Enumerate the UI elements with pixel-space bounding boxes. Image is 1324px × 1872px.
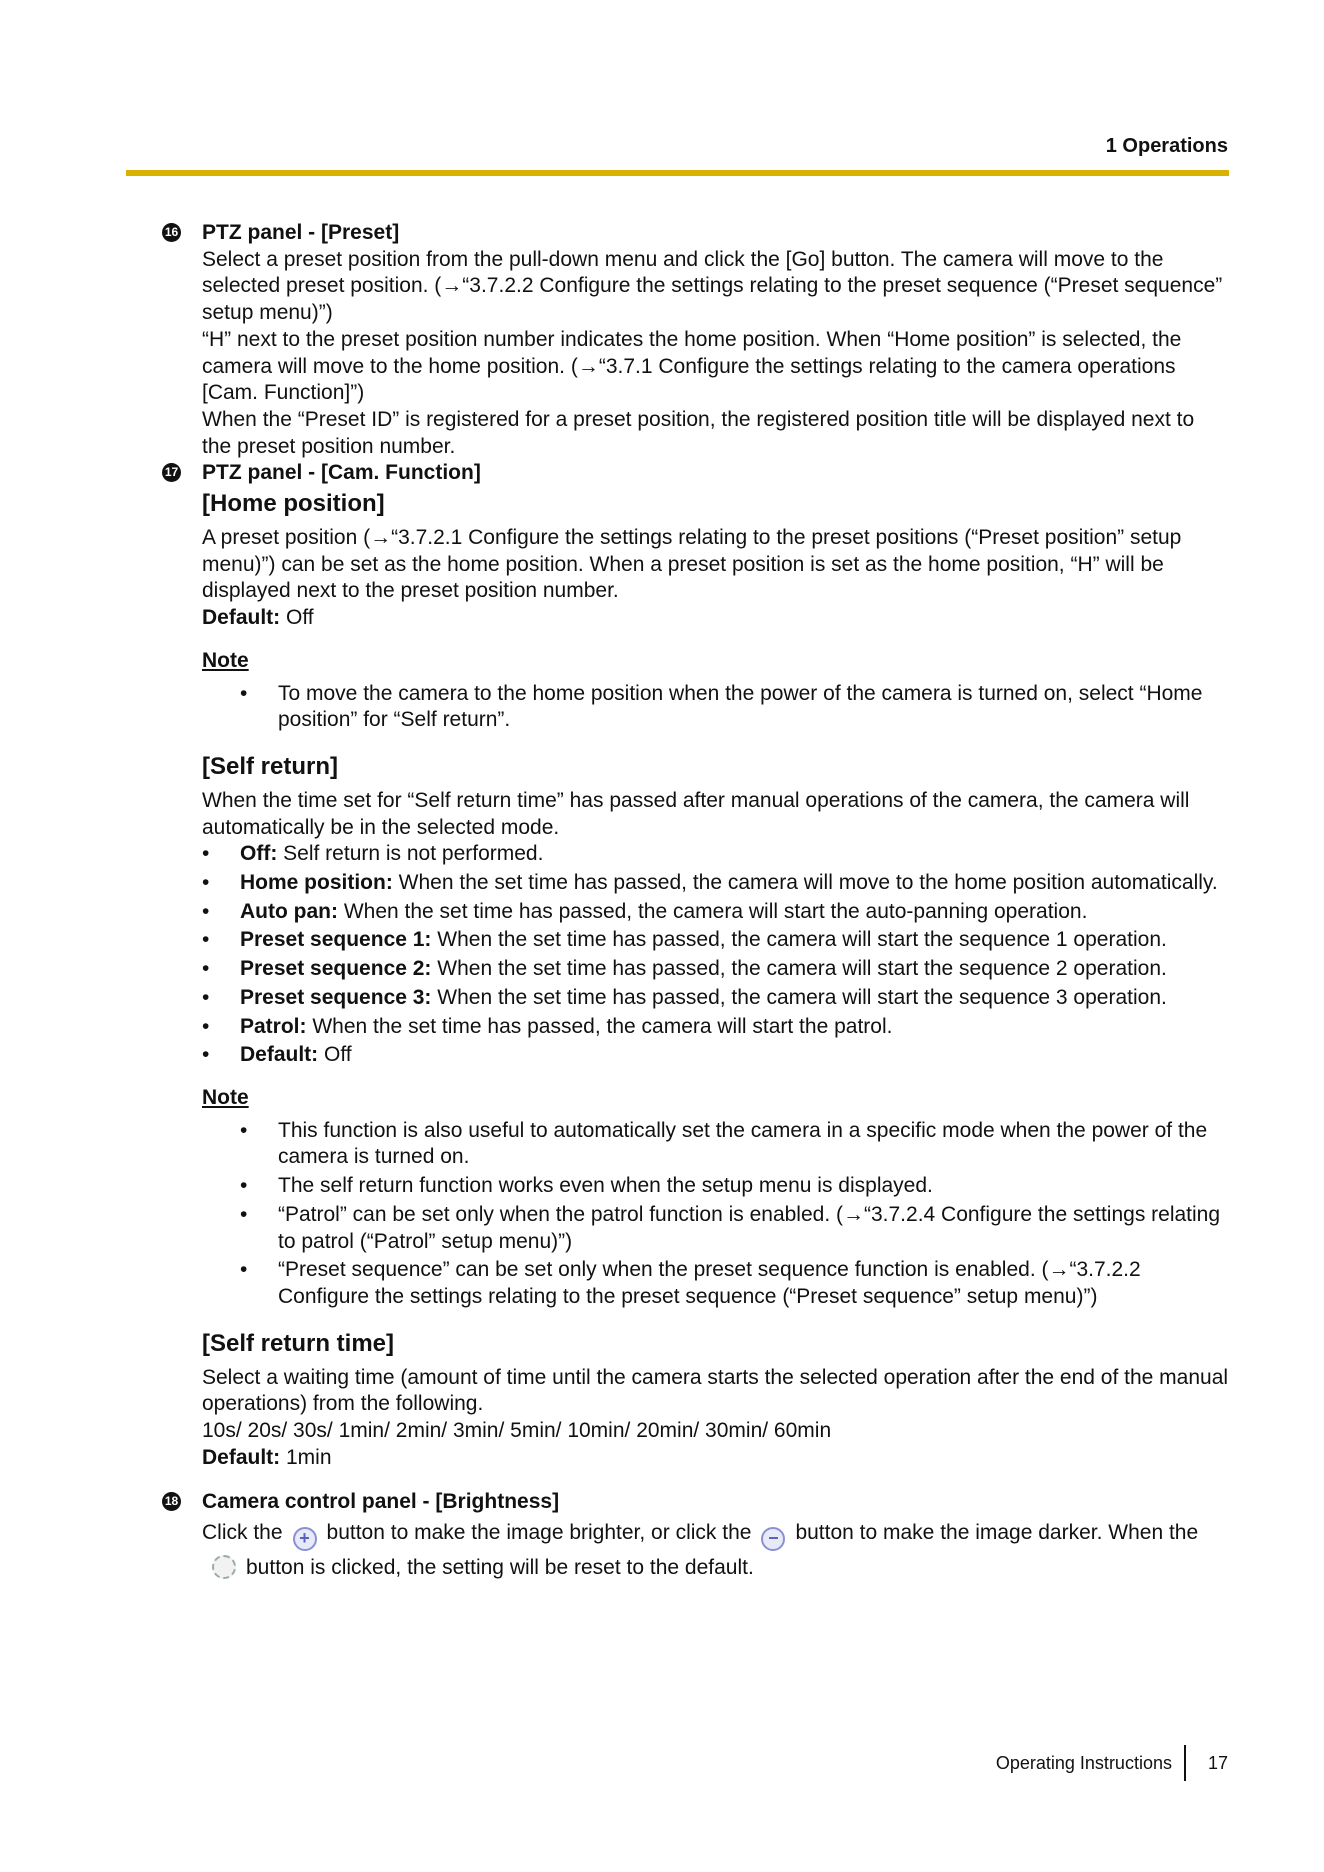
text-run: button to make the image brighter, or click the bbox=[326, 1521, 752, 1545]
option-text: Off bbox=[318, 1043, 352, 1067]
self-return-time-options: 10s/ 20s/ 30s/ 1min/ 2min/ 3min/ 5min/ 10min/ 20min/ 30min/ 60min bbox=[202, 1419, 832, 1443]
option-label: Home position: bbox=[240, 871, 393, 895]
option-label: Preset sequence 3: bbox=[240, 985, 432, 1009]
text-run: Click the bbox=[202, 1521, 283, 1545]
list-item bbox=[202, 956, 1229, 983]
item-number-17: 17 bbox=[162, 463, 181, 482]
list-item bbox=[202, 870, 1229, 897]
text-run: button is clicked, the setting will be reset to the default. bbox=[246, 1556, 754, 1580]
option-text: Self return is not performed. bbox=[277, 842, 544, 866]
list-item bbox=[202, 1042, 1229, 1069]
option-text: When the set time has passed, the camera will move to the home position automatically. bbox=[392, 871, 1218, 895]
note-item: • To move the camera to the home position when the power of the camera is turned on, select “Home position” for “Self return”. bbox=[240, 681, 1229, 734]
list-item bbox=[202, 1014, 1229, 1041]
self-return-notes bbox=[202, 1118, 1229, 1311]
note-item: • “Patrol” can be set only when the patrol function is enabled. (→“3.7.2.4 Configure the settings relating to patrol (“Patrol” setup menu)”) bbox=[240, 1202, 1229, 1255]
footer-doc-title: Operating Instructions bbox=[995, 1752, 1172, 1773]
section-18 bbox=[162, 1489, 1229, 1585]
self-return-options bbox=[202, 841, 1229, 1069]
option-label: Default: bbox=[240, 1043, 319, 1067]
default-label: Default: bbox=[202, 1445, 281, 1469]
list-item bbox=[202, 927, 1229, 954]
self-return-heading: [Self return] bbox=[202, 752, 339, 780]
default-value: 1min bbox=[280, 1445, 332, 1469]
option-text: When the set time has passed, the camera will start the sequence 3 operation. bbox=[431, 985, 1167, 1009]
section-16-para-3: When the “Preset ID” is registered for a preset position, the registered position title will be displayed next to the preset position number. bbox=[202, 407, 1195, 458]
section-16-para-2: “H” next to the preset position number indicates the home position. When “Home position” is selected, the camera will move to the home position. (→“3.7.1 Configure the settings relating to the camera operations [Cam. Function]”) bbox=[202, 327, 1182, 405]
section-18-title: Camera control panel - [Brightness] bbox=[202, 1490, 560, 1514]
note-item: • “Preset sequence” can be set only when the preset sequence function is enabled. (→“3.7.2.2 Configure the settings relating to the preset sequence (“Preset sequence” setup menu)”) bbox=[240, 1257, 1229, 1310]
option-label: Preset sequence 1: bbox=[240, 928, 432, 952]
note-item: • The self return function works even when the setup menu is displayed. bbox=[240, 1173, 1229, 1200]
item-number-16: 16 bbox=[162, 223, 181, 242]
section-header: 1 Operations bbox=[1105, 135, 1228, 157]
home-position-default bbox=[202, 605, 1229, 632]
footer-divider bbox=[1184, 1745, 1186, 1781]
option-text: When the set time has passed, the camera will start the sequence 2 operation. bbox=[431, 957, 1167, 981]
home-position-heading: [Home position] bbox=[202, 490, 385, 518]
note-title: Note bbox=[202, 648, 249, 672]
option-label: Preset sequence 2: bbox=[240, 957, 432, 981]
option-text: When the set time has passed, the camera will start the sequence 1 operation. bbox=[431, 928, 1167, 952]
section-17 bbox=[162, 460, 1229, 1471]
content bbox=[162, 220, 1229, 1585]
home-position-para: A preset position (→“3.7.2.1 Configure the settings relating to the preset positions (“Preset position” setup menu)”) can be set as the home position. When a preset position is set as the home position, “H” will be displayed next to the preset position number. bbox=[202, 526, 1182, 603]
note-item: • This function is also useful to automatically set the camera in a specific mode when the power of the camera is turned on. bbox=[240, 1118, 1229, 1171]
text-run: button to make the image darker. When the bbox=[795, 1521, 1199, 1545]
self-return-time-default bbox=[202, 1445, 1229, 1472]
minus-circle-icon: − bbox=[761, 1527, 785, 1551]
list-item bbox=[202, 899, 1229, 926]
list-item bbox=[202, 841, 1229, 868]
default-label: Default: bbox=[202, 606, 281, 630]
self-return-para: When the time set for “Self return time” has passed after manual operations of the camera, the camera will automatically be in the selected mode. bbox=[202, 788, 1190, 839]
section-16-para-1: Select a preset position from the pull-down menu and click the [Go] button. The camera will move to the selected preset position. (→“3.7.2.2 Configure the settings relating to the preset sequence (“Preset sequence” setup menu)”) bbox=[202, 247, 1223, 325]
option-text: When the set time has passed, the camera will start the patrol. bbox=[306, 1014, 893, 1038]
page-footer bbox=[996, 1745, 1228, 1781]
reset-circle-icon bbox=[212, 1555, 236, 1579]
plus-circle-icon: + bbox=[293, 1527, 317, 1551]
option-label: Patrol: bbox=[240, 1014, 307, 1038]
section-16 bbox=[162, 220, 1229, 460]
option-label: Off: bbox=[240, 842, 278, 866]
item-number-18: 18 bbox=[162, 1492, 181, 1511]
self-return-time-heading: [Self return time] bbox=[202, 1329, 395, 1357]
page-number: 17 bbox=[1207, 1752, 1228, 1773]
default-value: Off bbox=[280, 606, 314, 630]
section-16-title: PTZ panel - [Preset] bbox=[202, 221, 400, 244]
home-position-notes bbox=[202, 681, 1229, 734]
brightness-para bbox=[202, 1516, 1229, 1585]
section-17-title: PTZ panel - [Cam. Function] bbox=[202, 461, 481, 485]
note-title: Note bbox=[202, 1085, 249, 1109]
list-item bbox=[202, 985, 1229, 1012]
self-return-time-para: Select a waiting time (amount of time until the camera starts the selected operation after the end of the manual operations) from the following. bbox=[202, 1365, 1229, 1416]
option-label: Auto pan: bbox=[240, 899, 338, 923]
option-text: When the set time has passed, the camera will start the auto-panning operation. bbox=[337, 899, 1088, 923]
header-rule bbox=[126, 170, 1229, 176]
